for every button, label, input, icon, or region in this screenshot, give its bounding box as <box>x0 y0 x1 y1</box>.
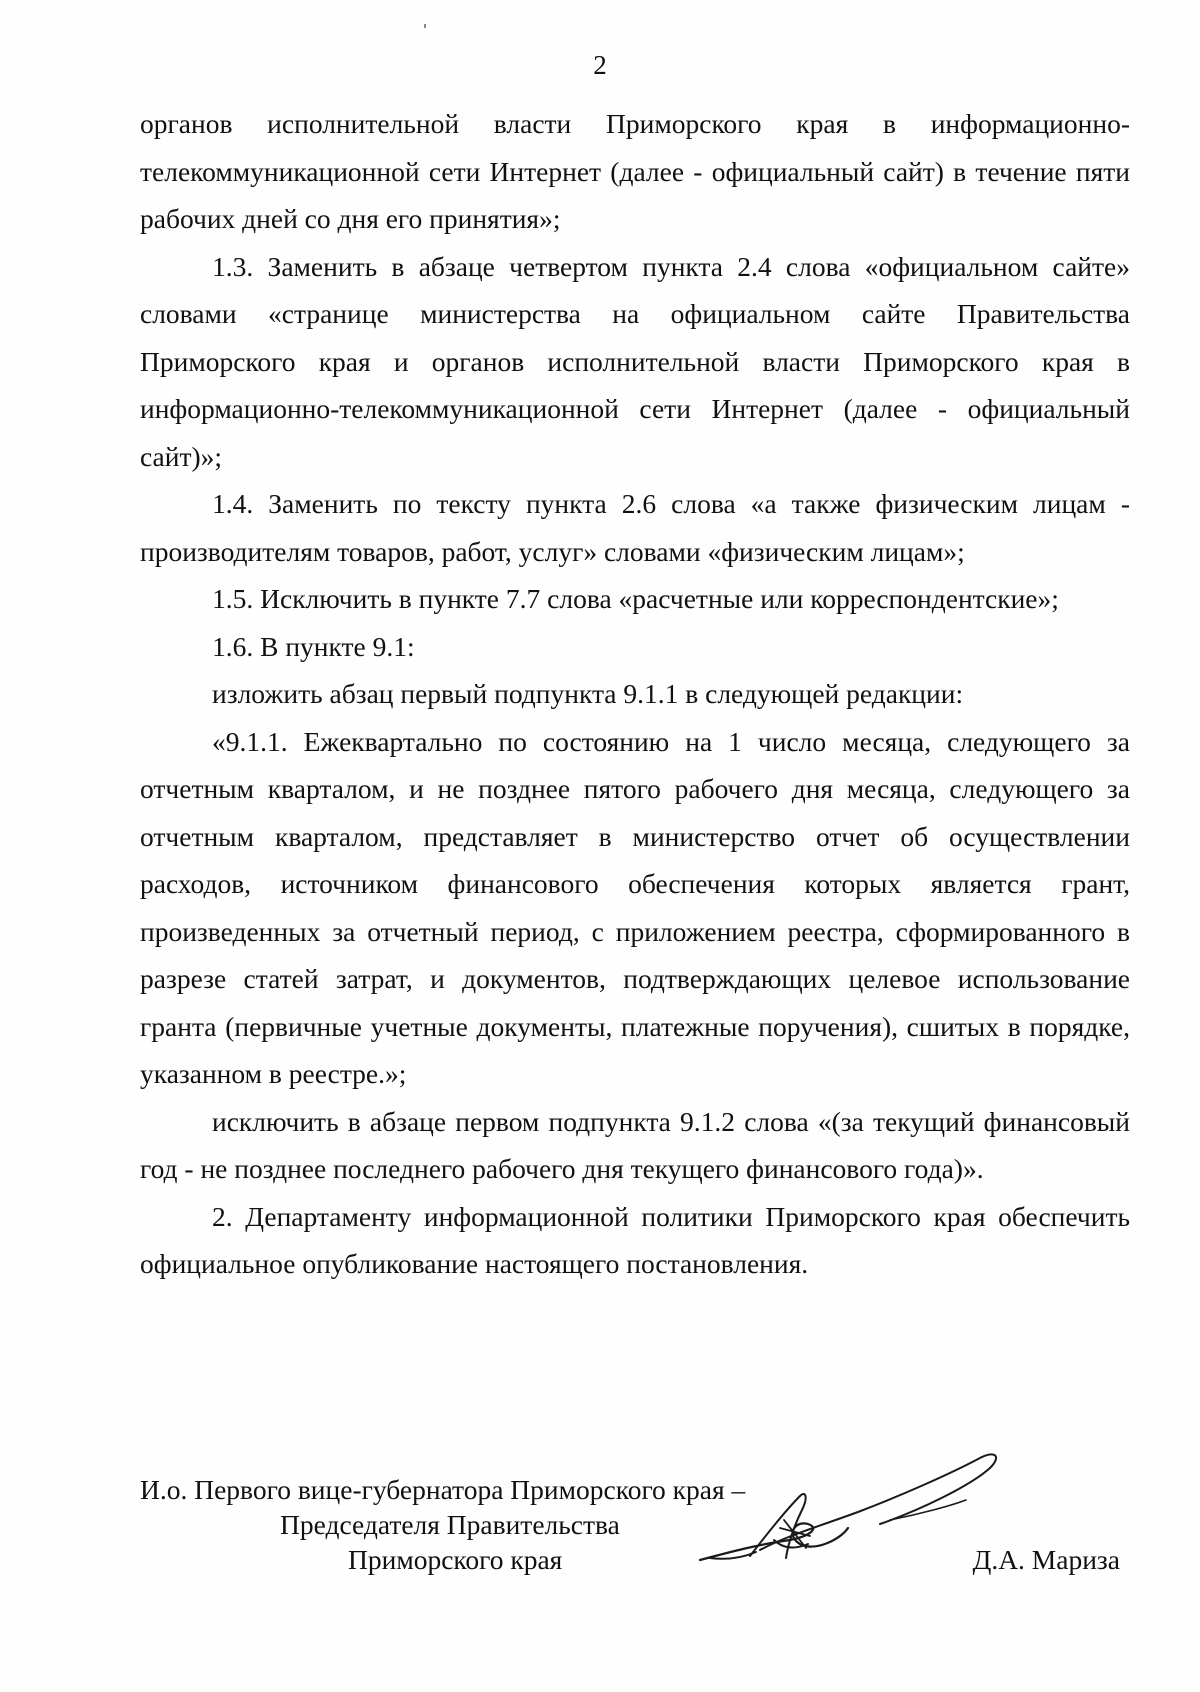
paragraph-1-3: 1.3. Заменить в абзаце четвертом пункта 2.4 слова «официальном сайте» словами «странице министерства на официальном сайте Правительства Приморского края и органов исполнительной власти Приморского края в информационно-телекоммуникационной сети Интернет (далее - официальный сайт)»; <box>140 250 1130 472</box>
signatory-name: Д.А. Мариза <box>972 1544 1120 1575</box>
signatory-position-line2: Председателя Правительства <box>280 1509 620 1540</box>
signatory-position-line1: И.о. Первого вице-губернатора Приморского края – <box>140 1474 746 1505</box>
paragraph-9-1-1-text: «9.1.1. Ежеквартально по состоянию на 1 число месяца, следующего за отчетным кварталом, и не позднее пятого рабочего дня месяца, следующего за отчетным кварталом, представляет в министерство отчет об осуществлении расходов, источником финансового обеспечения которых является грант, произведенных за отчетный период, с приложением реестра, сформированного в разрезе статей затрат, и документов, подтверждающих целевое использование гранта (первичные учетные документы, платежные поручения), сшитых в порядке, указанном в реестре.»; <box>140 725 1130 1089</box>
paragraph-9-1-1-intro: изложить абзац первый подпункта 9.1.1 в следующей редакции: <box>212 678 964 709</box>
paragraph-1-5: 1.5. Исключить в пункте 7.7 слова «расчетные или корреспондентские»; <box>212 583 1059 614</box>
paragraph-1-4: 1.4. Заменить по тексту пункта 2.6 слова «а также физическим лицам - производителям товаров, работ, услуг» словами «физическим лицам»; <box>140 488 1130 567</box>
handwritten-signature <box>690 1440 1010 1580</box>
paragraph-9-1-2: исключить в абзаце первом подпункта 9.1.2 слова «(за текущий финансовый год - не позднее последнего рабочего дня текущего финансового года)». <box>140 1105 1130 1184</box>
page-number: 2 <box>593 50 607 80</box>
document-body <box>140 100 1130 1288</box>
scan-speck <box>424 24 426 28</box>
paragraph-continuation: органов исполнительной власти Приморского края в информационно-телекоммуникационной сети Интернет (далее - официальный сайт) в течение пяти рабочих дней со дня его принятия»; <box>140 108 1130 234</box>
signatory-position-line3: Приморского края <box>348 1544 563 1575</box>
paragraph-2: 2. Департаменту информационной политики Приморского края обеспечить официальное опубликование настоящего постановления. <box>140 1200 1130 1279</box>
paragraph-1-6: 1.6. В пункте 9.1: <box>212 630 415 662</box>
